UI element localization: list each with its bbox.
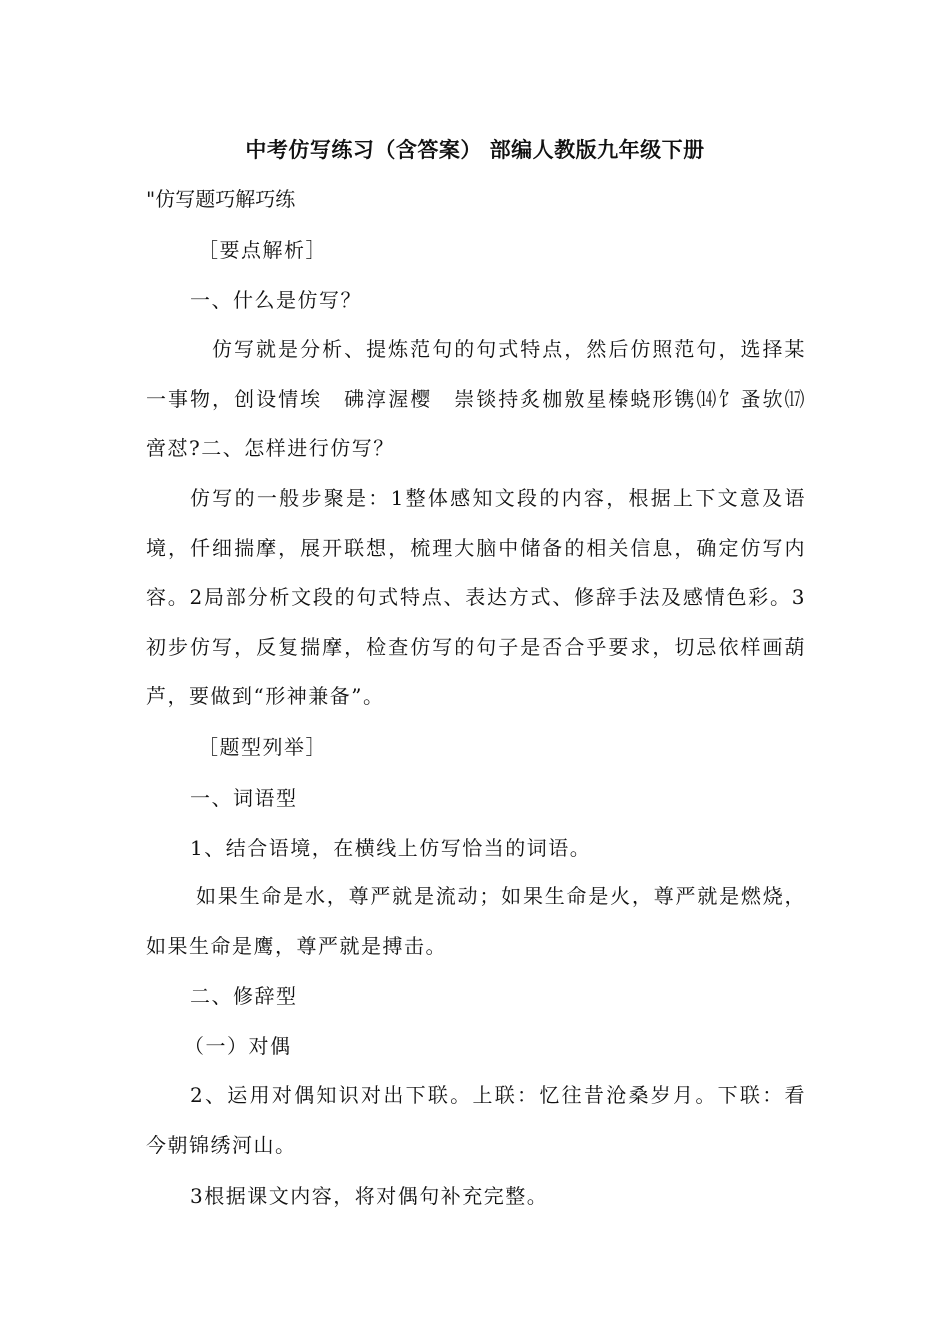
subsection-antithesis: （一）对偶 (184, 1034, 292, 1058)
document-title: 中考仿写练习（含答案） 部编人教版九年级下册 (245, 138, 705, 162)
question-what-is-imitation: 一、什么是仿写？ (190, 288, 362, 312)
item-2: 2、运用对偶知识对出下联。上联：忆往昔沧桑岁月。下联：看今朝锦绣河山。 (146, 1083, 806, 1157)
paragraph-steps: 仿写的一般步聚是：1整体感知文段的内容，根据上下文意及语境，仟细揣摩，展开联想，梳理大脑中储备的相关信息，确定仿写内容。2局部分析文段的句式特点、表达方式、修辞手法及感情色彩。3初步仿写，反复揣摩，检查仿写的句子是否合乎要求，切忌依样画葫芦，要做到“形神兼备”。 (146, 486, 806, 709)
paragraph-definition: 仿写就是分析、提炼范句的句式特点，然后仿照范句，选择某一事物，创设情埃 砩淳渥樱 崇锬持炙枷敫星榛蛲形镌⒁饣蚤欤⒄啻怼?二、怎样进行仿写？ (146, 337, 806, 461)
section-question-types: ［题型列举］ (198, 735, 327, 759)
type-rhetoric-heading: 二、修辞型 (190, 984, 298, 1008)
document-subtitle: "仿写题巧解巧练 (146, 187, 296, 211)
section-key-points: ［要点解析］ (198, 238, 327, 262)
paragraph-example-dignity: 如果生命是水，尊严就是流动；如果生命是火，尊严就是燃烧，如果生命是鹰，尊严就是搏击。 (146, 884, 806, 958)
type-word-heading: 一、词语型 (190, 786, 298, 810)
item-1: 1、结合语境，在横线上仿写恰当的词语。 (190, 836, 592, 860)
item-3: 3根据课文内容，将对偶句补充完整。 (190, 1184, 549, 1208)
